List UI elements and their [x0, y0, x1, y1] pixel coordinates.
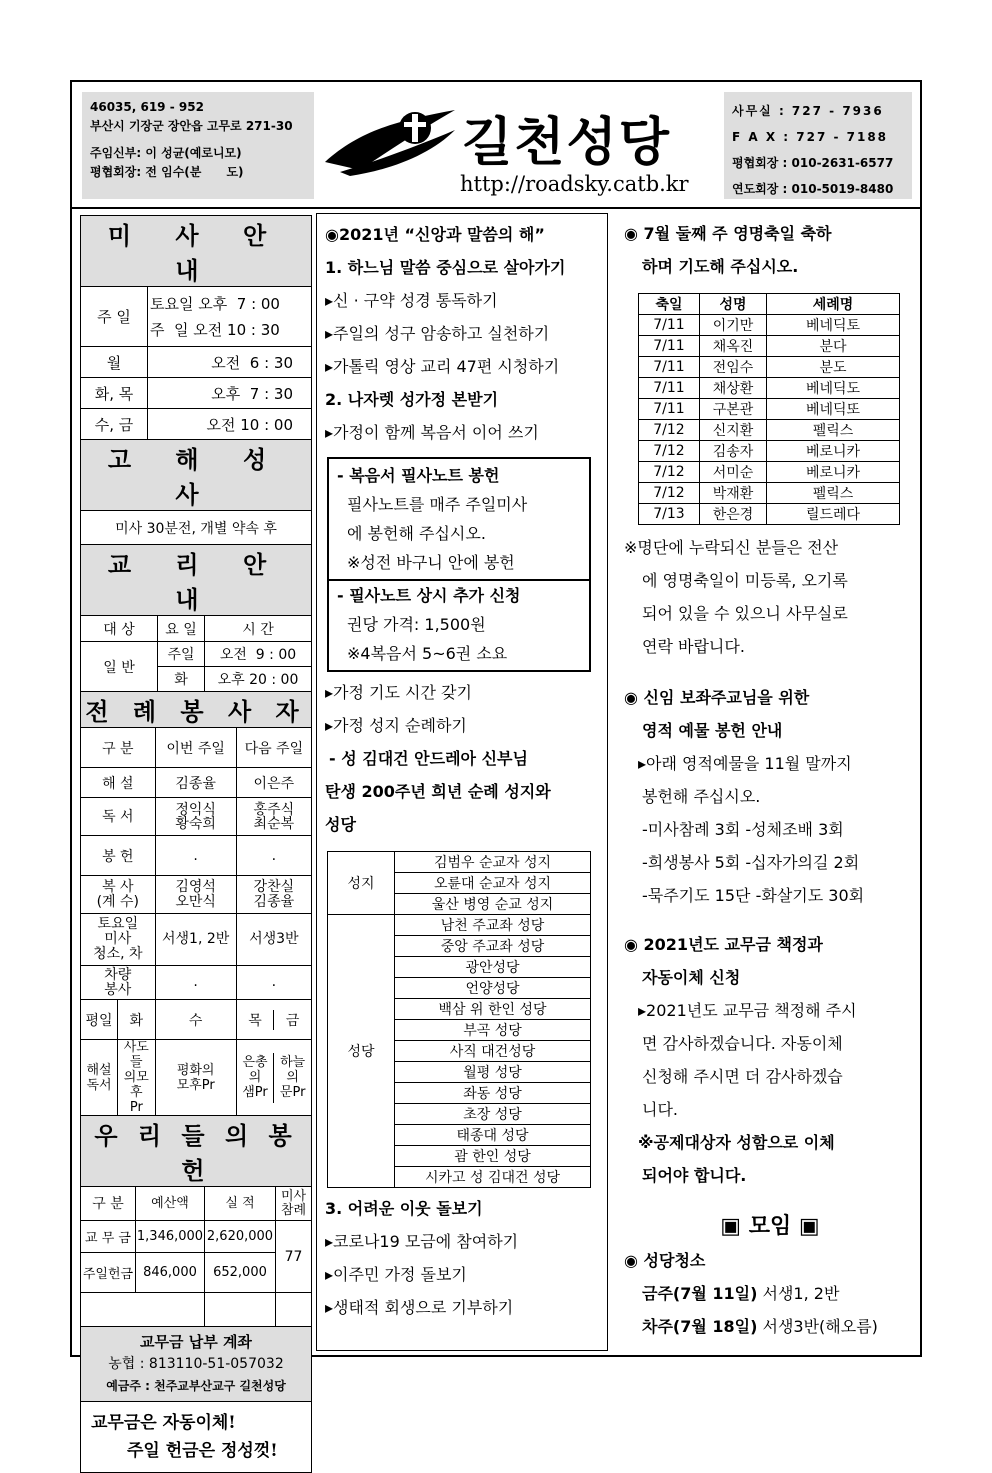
- account-number: 농협 : 813110-51-057032: [108, 1356, 284, 1372]
- feast-saint: 베로니카: [767, 462, 900, 483]
- offering-budget: 1,346,000: [136, 1221, 205, 1253]
- box-line: ※성전 바구니 안에 봉헌: [347, 553, 515, 572]
- feast-saint: 분다: [767, 336, 900, 357]
- offering-budget: 846,000: [136, 1253, 205, 1293]
- meeting-title: ▣ 모임 ▣: [720, 1214, 820, 1239]
- church-name: 백삼 위 한인 성당: [395, 999, 591, 1020]
- pastor: 주임신부: 이 성균(예로니모): [90, 146, 242, 160]
- pilgrimage-table: [327, 851, 591, 1188]
- table-row: [639, 441, 900, 462]
- feast-saint: 분도: [767, 357, 900, 378]
- due-note: 되어야 합니다.: [642, 1166, 747, 1185]
- list-item: ▸주일의 성구 암송하고 실천하기: [325, 324, 550, 343]
- feast-saint: 펠릭스: [767, 420, 900, 441]
- table-row: [639, 420, 900, 441]
- feast-saint: 펠릭스: [767, 483, 900, 504]
- shrine-name: 오륜대 순교자 성지: [395, 873, 591, 894]
- feast-person: 서미순: [700, 462, 767, 483]
- feast-saint: 베로니카: [767, 441, 900, 462]
- list-item: ▸가정이 함께 복음서 이어 쓰기: [325, 423, 539, 442]
- middle-content: [317, 214, 607, 1328]
- liturgy-this: .: [155, 836, 236, 876]
- feast-person: 전임수: [700, 357, 767, 378]
- mass-day: 수, 금: [81, 409, 148, 440]
- right-column: [624, 213, 916, 1343]
- church-name: 좌동 성당: [395, 1083, 591, 1104]
- box-heading: - 복음서 필사노트 봉헌: [337, 466, 500, 485]
- feast-date: 7/11: [639, 399, 700, 420]
- liturgy-next: 홍주식 최순복: [236, 798, 311, 836]
- due-line: 면 감사하겠습니다. 자동이체: [642, 1034, 843, 1053]
- feast-person: 신지환: [700, 420, 767, 441]
- year-title: ◉2021년 “신앙과 말씀의 해”: [325, 225, 545, 244]
- section-3-title: 3. 어려운 이웃 돌보기: [325, 1199, 483, 1218]
- feast-person: 이기만: [700, 315, 767, 336]
- list-item: ▸가정 성지 순례하기: [325, 716, 467, 735]
- feast-date: 7/12: [639, 441, 700, 462]
- offering-actual: 2,620,000: [205, 1221, 276, 1253]
- weekday-header: 화: [118, 1000, 156, 1040]
- mass-time: 토요일 오후 7 : 00: [150, 294, 280, 313]
- notebook-box: [327, 457, 591, 672]
- left-column: [80, 215, 312, 1473]
- feast-saint: 베네딕도: [767, 378, 900, 399]
- box-line: 필사노트를 매주 주일미사: [347, 495, 528, 514]
- feast-person: 박재환: [700, 483, 767, 504]
- attendance: 77: [276, 1221, 312, 1293]
- liturgy-header: 구 분: [81, 728, 156, 768]
- church-name: 태종대 성당: [395, 1125, 591, 1146]
- gift-line: ▸아래 영적예물을 11월 말까지: [638, 754, 852, 773]
- liturgy-role: 복 사 (계 수): [81, 876, 156, 914]
- liturgy-header: 이번 주일: [155, 728, 236, 768]
- offering-header: 실 적: [205, 1187, 276, 1221]
- weekday-group: 사도들 의모후 Pr: [118, 1040, 156, 1116]
- mass-time: 오후 7 : 30: [148, 378, 312, 409]
- feast-note: ※명단에 누락되신 분들은 전산: [624, 538, 839, 557]
- church-name: 초장 성당: [395, 1104, 591, 1125]
- feast-person: 구본관: [700, 399, 767, 420]
- mass-time: 오전 10 : 00: [148, 409, 312, 440]
- liturgy-role: 독 서: [81, 798, 156, 836]
- feast-title: 하며 기도해 주십시오.: [642, 257, 799, 276]
- pilgrim-line: 탄생 200주년 희년 순례 성지와: [325, 782, 551, 801]
- weekday-group: 은총의 샘Pr: [242, 1055, 268, 1100]
- list-item: ▸이주민 가정 돌보기: [325, 1265, 467, 1284]
- section-1-title: 1. 하느님 말씀 중심으로 살아가기: [325, 258, 566, 277]
- church-name: 남천 주교좌 성당: [395, 915, 591, 936]
- church-name: 괌 한인 성당: [395, 1146, 591, 1167]
- feast-person: 김송자: [700, 441, 767, 462]
- table-row: [639, 462, 900, 483]
- feast-date: 7/12: [639, 462, 700, 483]
- clean-date: 차주(7월 18일): [642, 1317, 758, 1336]
- list-item: ▸가톨릭 영상 교리 47편 시청하기: [325, 357, 560, 376]
- catechism-title: 교 리 안 내: [81, 545, 312, 616]
- box-line: 권당 가격: 1,500원: [347, 615, 486, 634]
- offering-header: 구 분: [81, 1187, 136, 1221]
- liturgy-role: 차량 봉사: [81, 966, 156, 1000]
- feast-date: 7/12: [639, 420, 700, 441]
- liturgy-role: 토요일 미사 청소, 차: [81, 914, 156, 966]
- mass-time: 주 일 오전 10 : 30: [150, 320, 280, 339]
- address-box: [82, 92, 314, 199]
- feast-note: 에 영명축일이 미등록, 오기록: [642, 571, 848, 590]
- weekday-header: 목: [248, 1012, 262, 1029]
- church-name: 언양성당: [395, 978, 591, 999]
- council-president: 평협회장: 전 임수(분 도): [90, 165, 244, 179]
- feast-note: 되어 있을 수 있으니 사무실로: [642, 604, 848, 623]
- feast-date: 7/11: [639, 336, 700, 357]
- church-name: 부곡 성당: [395, 1020, 591, 1041]
- liturgy-next: .: [236, 966, 311, 1000]
- box-heading: - 필사노트 상시 추가 신청: [337, 586, 521, 605]
- feast-person: 채상환: [700, 378, 767, 399]
- catechism-day: 주일: [158, 642, 205, 667]
- pilgrim-line: - 성 김대건 안드레아 신부님: [329, 749, 528, 768]
- gift-line: -묵주기도 15단 -화살기도 30회: [642, 886, 865, 905]
- feast-date: 7/13: [639, 504, 700, 525]
- parish-url[interactable]: http://roadsky.catb.kr: [460, 172, 689, 196]
- mass-day: 화, 목: [81, 378, 148, 409]
- feast-saint: 베네딕또: [767, 399, 900, 420]
- feast-person: 채옥진: [700, 336, 767, 357]
- offering-header: 예산액: [136, 1187, 205, 1221]
- feast-saint: 릴드레다: [767, 504, 900, 525]
- contact-box: [724, 92, 912, 199]
- gift-title: ◉ 신임 보좌주교님을 위한: [624, 688, 810, 707]
- feast-title: ◉ 7월 둘째 주 영명축일 축하: [624, 224, 832, 243]
- confession-title: 고 해 성 사: [81, 440, 312, 511]
- clean-date: 금주(7월 11일): [642, 1284, 758, 1303]
- liturgy-next: 이은주: [236, 768, 311, 798]
- catechism-header: 요 일: [158, 616, 205, 642]
- table-row: [639, 315, 900, 336]
- feast-person: 한은경: [700, 504, 767, 525]
- weekday-header: [236, 1000, 311, 1040]
- section-2-title: 2. 나자렛 성가정 본받기: [325, 390, 499, 409]
- catechism-day: 화: [158, 667, 205, 692]
- feast-date: 7/11: [639, 378, 700, 399]
- church-name: 광안성당: [395, 957, 591, 978]
- zip: 46035, 619 - 952: [90, 100, 204, 114]
- slogan: 주일 헌금은 정성껏!: [127, 1441, 278, 1461]
- liturgy-this: 서생1, 2반: [155, 914, 236, 966]
- feast-header: 축일: [639, 294, 700, 315]
- offering-label: 주일헌금: [81, 1253, 136, 1293]
- mass-time: 오전 6 : 30: [148, 347, 312, 378]
- parish-title: 길천성당: [462, 113, 671, 173]
- liturgy-this: 김종율: [155, 768, 236, 798]
- table-row: [639, 357, 900, 378]
- offering-header: 미사 참례: [276, 1187, 312, 1221]
- mass-table: [80, 215, 312, 545]
- box-line: 에 봉헌해 주십시오.: [347, 524, 486, 543]
- gift-line: 봉헌해 주십시오.: [642, 787, 761, 806]
- due-title: ◉ 2021년도 교무금 책정과: [624, 935, 823, 954]
- church-name: 사직 대건성당: [395, 1041, 591, 1062]
- list-item: ▸신 · 구약 성경 통독하기: [325, 291, 498, 310]
- due-line: 신청해 주시면 더 감사하겠습: [642, 1067, 843, 1086]
- offering-table: [80, 1115, 312, 1473]
- address: 부산시 기장군 장안읍 고무로 271-30: [90, 119, 293, 133]
- table-row: [639, 378, 900, 399]
- shrine-label: 성지: [328, 852, 395, 915]
- feast-date: 7/12: [639, 483, 700, 504]
- liturgy-title: 전 례 봉 사 자: [81, 692, 312, 728]
- liturgy-this: 정익식 황숙희: [155, 798, 236, 836]
- liturgy-this: 김영석 오만식: [155, 876, 236, 914]
- office-phone: 사무실 : 727 - 7936: [732, 104, 884, 118]
- due-line: 니다.: [642, 1100, 678, 1119]
- middle-column: [316, 213, 608, 1351]
- church-name: 시카고 성 김대건 성당: [395, 1167, 591, 1188]
- feast-header: 성명: [700, 294, 767, 315]
- fax: F A X : 727 - 7188: [732, 130, 889, 144]
- gift-title: 영적 예물 봉헌 안내: [642, 721, 783, 740]
- due-line: ▸2021년도 교무금 책정해 주시: [638, 1001, 857, 1020]
- feast-header: 세례명: [767, 294, 900, 315]
- slogan: 교무금은 자동이체!: [91, 1413, 236, 1433]
- parish-logo-icon: [320, 100, 460, 180]
- mass-title: 미 사 안 내: [81, 216, 312, 287]
- catechism-time: 오전 9 : 00: [205, 642, 312, 667]
- gift-line: -미사참례 3회 -성체조배 3회: [642, 820, 844, 839]
- gift-line: -희생봉사 5회 -십자가의길 2회: [642, 853, 860, 872]
- list-item: ▸가정 기도 시간 갖기: [325, 683, 472, 702]
- weekday-header: 금: [273, 1010, 311, 1030]
- council-phone: 평협회장 : 010-2631-6577: [732, 156, 894, 170]
- weekday-role: 해설 독서: [81, 1040, 118, 1116]
- table-row: [639, 336, 900, 357]
- catechism-time: 오후 20 : 00: [205, 667, 312, 692]
- table-row: [639, 483, 900, 504]
- offering-label: 교 무 금: [81, 1221, 136, 1253]
- clean-group: 서생3반(해오름): [757, 1317, 878, 1336]
- table-row: [639, 504, 900, 525]
- confession-text: 미사 30분전, 개별 약속 후: [81, 511, 312, 545]
- liturgy-next: .: [236, 836, 311, 876]
- church-name: 중앙 주교좌 성당: [395, 936, 591, 957]
- church-name: 월평 성당: [395, 1062, 591, 1083]
- table-row: [639, 399, 900, 420]
- shrine-name: 김범우 순교자 성지: [395, 852, 591, 873]
- catechism-group: 일 반: [81, 642, 158, 692]
- catechism-table: [80, 544, 312, 692]
- feast-date: 7/11: [639, 357, 700, 378]
- mass-day: 주 일: [81, 287, 148, 347]
- list-item: ▸생태적 회생으로 기부하기: [325, 1298, 514, 1317]
- shrine-name: 울산 병영 순교 성지: [395, 894, 591, 915]
- due-note: ※공제대상자 성함으로 이체: [638, 1133, 835, 1152]
- weekday-header: 수: [155, 1000, 236, 1040]
- list-item: ▸코로나19 모금에 참여하기: [325, 1232, 519, 1251]
- account-title: 교무금 납부 계좌: [140, 1333, 252, 1351]
- offering-title: 우 리 들 의 봉 헌: [81, 1116, 312, 1187]
- feast-note: 연락 바랍니다.: [642, 637, 745, 656]
- liturgy-next: 강찬실 김종율: [236, 876, 311, 914]
- prayer-phone: 연도회장 : 010-5019-8480: [732, 182, 894, 196]
- feast-saint: 베네딕토: [767, 315, 900, 336]
- liturgy-next: 서생3반: [236, 914, 311, 966]
- offering-actual: 652,000: [205, 1253, 276, 1293]
- account-holder: 예금주 : 천주교부산교구 길천성당: [106, 1379, 286, 1393]
- liturgy-header: 다음 주일: [236, 728, 311, 768]
- weekday-group: 평화의 모후Pr: [155, 1040, 236, 1116]
- catechism-header: 대 상: [81, 616, 158, 642]
- header-divider: [70, 207, 922, 209]
- clean-group: 서생1, 2반: [757, 1284, 840, 1303]
- due-title: 자동이체 신청: [642, 968, 741, 987]
- church-label: 성당: [328, 915, 395, 1188]
- feast-date: 7/11: [639, 315, 700, 336]
- weekday-group: 하늘의 문Pr: [273, 1053, 311, 1103]
- pilgrim-line: 성당: [325, 815, 356, 834]
- feast-table: [638, 293, 900, 525]
- liturgy-role: 봉 헌: [81, 836, 156, 876]
- liturgy-this: .: [155, 966, 236, 1000]
- clean-title: ◉ 성당청소: [624, 1251, 706, 1270]
- box-line: ※4복음서 5~6권 소요: [347, 644, 508, 663]
- liturgy-table: [80, 691, 312, 1116]
- weekday-header: 평일: [81, 1000, 118, 1040]
- mass-day: 월: [81, 347, 148, 378]
- liturgy-role: 해 설: [81, 768, 156, 798]
- catechism-header: 시 간: [205, 616, 312, 642]
